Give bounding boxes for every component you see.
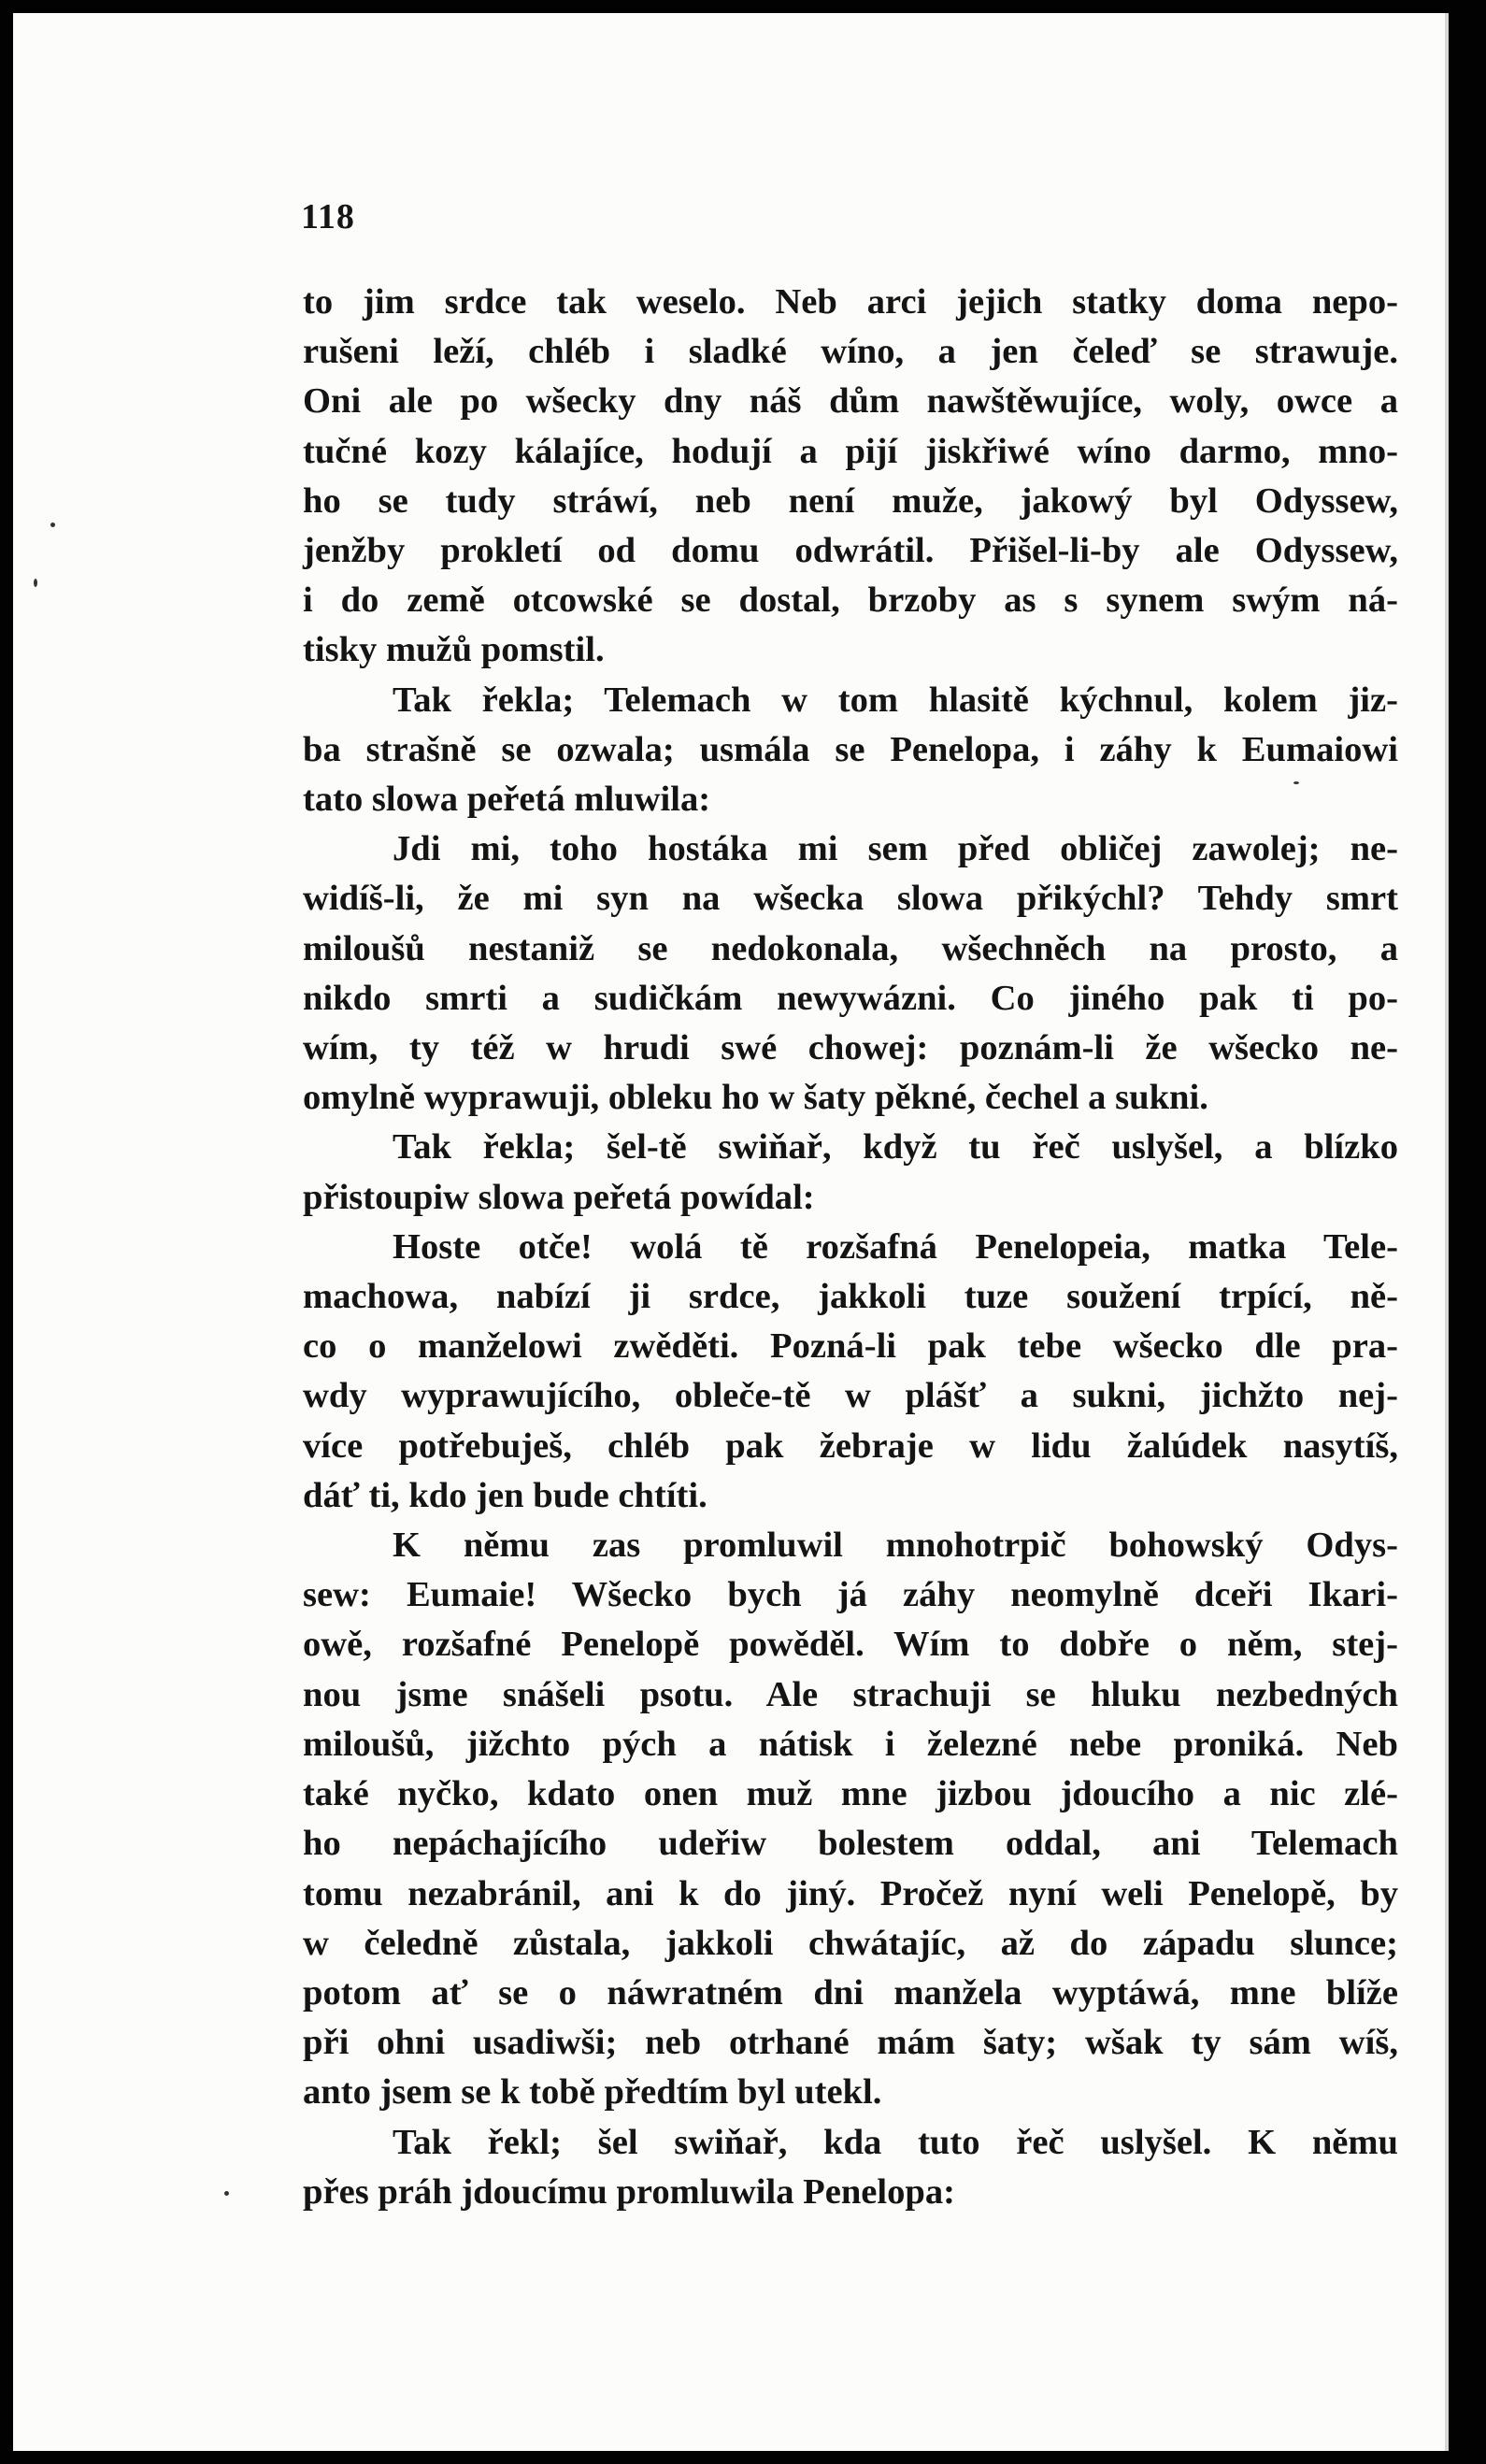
text-line: tučné kozy kálajíce, hodují a pijí jiskřiwé wíno darmo, mno-: [303, 431, 1398, 471]
text-line: nou jsme snášeli psotu. Ale strachuji se hluku nezbedných: [303, 1674, 1398, 1714]
text-line: owě, rozšafné Penelopě powěděl. Wím to dobře o něm, stej-: [303, 1625, 1398, 1665]
text-line: tato slowa peřetá mluwila:: [303, 780, 711, 820]
text-line: více potřebuješ, chléb pak žebraje w lidu žalúdek nasytíš,: [303, 1425, 1398, 1466]
book-page: [13, 13, 1449, 2451]
text-line: Tak řekla; šel-tě swiňař, když tu řeč uslyšel, a blízko: [393, 1127, 1398, 1168]
text-line: anto jsem se k tobě předtím byl utekl.: [303, 2072, 882, 2113]
text-line: miloušů, jižchto pých a nátisk i železné nebe proniká. Neb: [303, 1724, 1398, 1764]
text-line: nikdo smrti a sudičkám newywázni. Co jiného pak ti po-: [303, 978, 1398, 1018]
text-line: miloušů nestaniž se nedokonala, wšechněch na prosto, a: [303, 928, 1398, 968]
dust-speck: [1293, 781, 1299, 784]
dust-speck: [34, 579, 37, 587]
dust-speck: [50, 523, 55, 527]
text-line: Jdi mi, toho hostáka mi sem před obličej zawolej; ne-: [393, 829, 1398, 869]
text-line: i do země otcowské se dostal, brzoby as s synem swým ná-: [303, 580, 1398, 621]
text-line: rušeni leží, chléb i sladké wíno, a jen čeleď se strawuje.: [303, 332, 1398, 372]
text-line: jenžby prokletí od domu odwrátil. Přišel-li-by ale Odyssew,: [303, 531, 1398, 571]
body-text: [303, 278, 1398, 2217]
text-line: sew: Eumaie! Wšecko bych já záhy neomylně dceři Ikari-: [303, 1575, 1398, 1615]
text-line: Tak řekla; Telemach w tom hlasitě kýchnul, kolem jiz-: [393, 680, 1398, 720]
text-line: při ohni usadiwši; neb otrhané mám šaty; wšak ty sám wíš,: [303, 2023, 1398, 2063]
text-line: Oni ale po wšecky dny náš dům nawštěwujíce, woly, owce a: [303, 381, 1398, 422]
text-line: přistoupiw slowa peřetá powídal:: [303, 1177, 815, 1217]
text-line: přes práh jdoucímu promluwila Penelopa:: [303, 2171, 956, 2212]
text-line: machowa, nabízí ji srdce, jakkoli tuze soužení trpící, ně-: [303, 1277, 1398, 1317]
text-line: K němu zas promluwil mnohotrpič bohowský Odys-: [393, 1526, 1398, 1566]
text-line: ho se tudy stráwí, neb není muže, jakowý byl Odyssew,: [303, 480, 1398, 521]
page-number: 118: [301, 197, 355, 236]
text-line: tomu nezabránil, ani k do jiný. Pročež nyní weli Penelopě, by: [303, 1873, 1398, 1913]
text-line: ho nepáchajícího udeřiw bolestem oddal, ani Telemach: [303, 1824, 1398, 1864]
text-line: Tak řekl; šel swiňař, kda tuto řeč uslyšel. K němu: [393, 2122, 1398, 2162]
text-line: to jim srdce tak weselo. Neb arci jejich statky doma nepo-: [303, 282, 1398, 322]
text-line: omylně wyprawuji, obleku ho w šaty pěkné, čechel a sukni.: [303, 1078, 1208, 1118]
text-line: widíš-li, že mi syn na wšecka slowa přikýchl? Tehdy smrt: [303, 879, 1398, 919]
text-line: ba strašně se ozwala; usmála se Penelopa, i záhy k Eumaiowi: [303, 729, 1398, 769]
text-line: wím, ty též w hrudi swé chowej: poznám-li že wšecko ne-: [303, 1028, 1398, 1068]
text-line: potom ať se o náwratném dni manžela wyptáwá, mne blíže: [303, 1972, 1398, 2013]
dust-speck: [224, 2191, 229, 2196]
text-line: Hoste otče! wolá tě rozšafná Penelopeia, matka Tele-: [393, 1226, 1398, 1267]
text-line: dáť ti, kdo jen bude chtíti.: [303, 1475, 707, 1515]
text-line: také nyčko, kdato onen muž mne jizbou jdoucího a nic zlé-: [303, 1774, 1398, 1814]
text-line: co o manželowi zwěděti. Pozná-li pak tebe wšecko dle pra-: [303, 1326, 1398, 1367]
text-line: w čeledně zůstala, jakkoli chwátajíc, až do západu slunce;: [303, 1923, 1398, 1963]
text-line: wdy wyprawujícího, obleče-tě w plášť a sukni, jichžto nej-: [303, 1376, 1398, 1416]
text-line: tisky mužů pomstil.: [303, 630, 605, 670]
